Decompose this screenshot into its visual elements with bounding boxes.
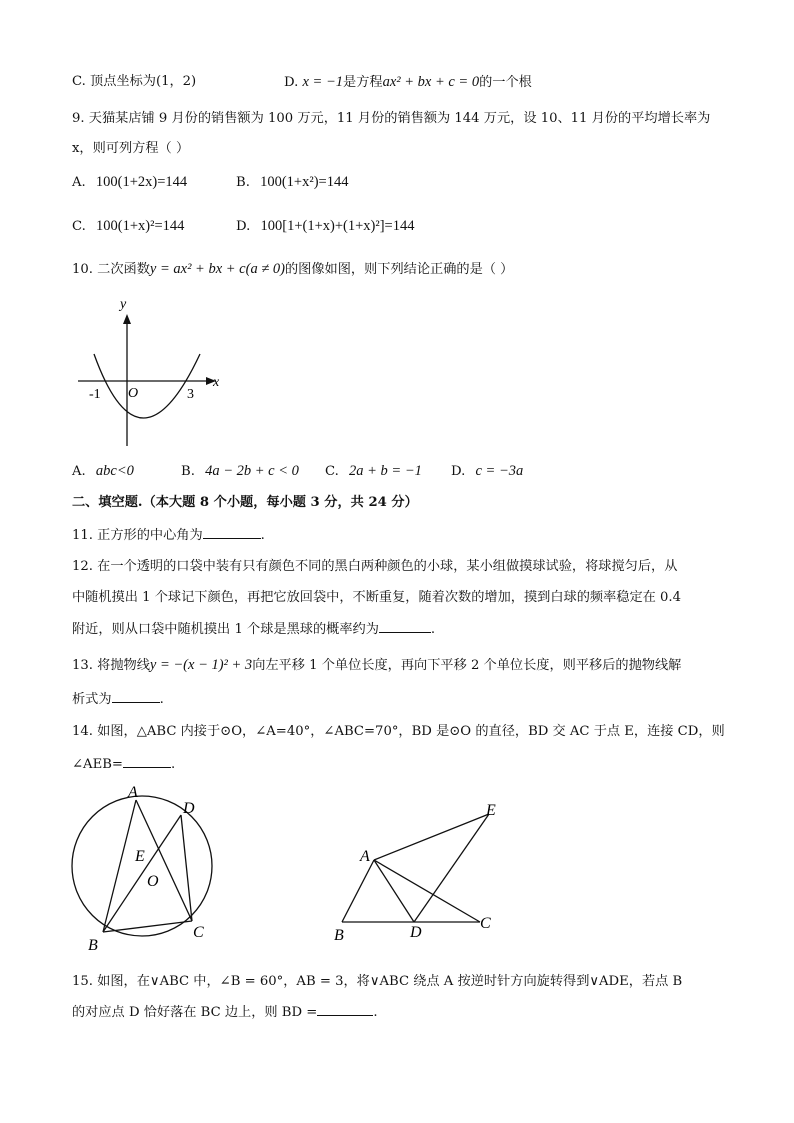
q9-option-c: [72, 217, 184, 236]
circle-figure: [60, 782, 230, 957]
q15-end: .: [373, 1005, 378, 1020]
q9-option-d-eq: 100[1+(1+x)+(1+x)²]=144: [260, 218, 415, 234]
segment-ac: [374, 860, 480, 922]
q13-line2-text: 析式为: [72, 692, 112, 707]
q10-option-c-eq: 2a + b = −1: [349, 463, 422, 479]
q15-line2-text: 的对应点 D 恰好落在 BC 边上，则 BD =: [72, 1005, 318, 1020]
q11: [72, 526, 265, 545]
tri-label-a: A: [360, 848, 370, 865]
q10-option-a-label: A.: [72, 464, 86, 479]
circle-label-b: B: [88, 937, 98, 954]
q13-post: 向左平移 1 个单位长度，再向下平移 2 个单位长度，则平移后的抛物线解: [252, 658, 682, 673]
q10-option-c: [325, 462, 422, 481]
q15-line2: [72, 1003, 378, 1022]
segment-bc: [103, 921, 192, 932]
q13-eq: y = −(x − 1)² + 3: [149, 657, 253, 673]
circle-label-d: D: [183, 800, 195, 817]
q10-option-b-label: B.: [181, 464, 195, 479]
q8-option-d-eq: ax² + bx + c = 0: [382, 74, 480, 90]
q14-answer-blank[interactable]: [123, 755, 171, 768]
q10-option-b-eq: 4a − 2b + c < 0: [205, 463, 299, 479]
triangle-figure: [330, 796, 510, 944]
q9-option-b-eq: 100(1+x²)=144: [260, 174, 349, 190]
graph-origin-label: O: [128, 386, 139, 401]
q10-stem-pre: 10. 二次函数: [72, 262, 150, 277]
q9-option-b-label: B.: [236, 175, 250, 190]
q9-option-c-label: C.: [72, 219, 86, 234]
q11-answer-blank[interactable]: [203, 526, 261, 539]
y-axis-arrow: [123, 314, 131, 324]
q10-options: [72, 462, 134, 481]
segment-ab: [342, 860, 374, 922]
q9-option-a: [72, 173, 187, 192]
q15-line1: 15. 如图，在∨ABC 中，∠B = 60°，AB = 3，将∨ABC 绕点 A 按逆时针方向旋转得到∨ADE，若点 B: [72, 974, 683, 989]
q8-option-d-text1: 是方程: [343, 75, 383, 90]
q12-line3: [72, 620, 435, 639]
q10-stem-eq: y = ax² + bx + c(a ≠ 0): [149, 261, 285, 277]
q13-line1: [72, 656, 681, 675]
q8-option-d-label: D.: [284, 75, 299, 90]
tri-label-e: E: [486, 802, 496, 819]
q14-line1: 14. 如图，△ABC 内接于⊙O，∠A=40°，∠ABC=70°，BD 是⊙O 的直径，BD 交 AC 于点 E，连接 CD，则: [72, 724, 725, 739]
q12-answer-blank[interactable]: [379, 620, 431, 633]
circle-label-a: A: [128, 784, 138, 801]
q10-option-d: [451, 462, 523, 481]
q10-option-a: abc<0: [95, 463, 134, 479]
q13-pre: 13. 将抛物线: [72, 658, 150, 673]
circle-label-o: O: [147, 873, 159, 890]
q10-stem: [72, 260, 513, 279]
q9-option-c-eq: 100(1+x)²=144: [96, 218, 185, 234]
q13-answer-blank[interactable]: [112, 690, 160, 703]
q9-option-a-label: A.: [72, 175, 86, 190]
q11-text: 11. 正方形的中心角为: [72, 528, 203, 543]
q14-line2-text: ∠AEB=: [72, 757, 123, 772]
q12-line3-text: 附近，则从口袋中随机摸出 1 个球是黑球的概率约为: [72, 622, 379, 637]
q11-end: .: [260, 528, 265, 543]
parabola-curve: [94, 354, 200, 418]
q9-stem-line2: x，则可列方程（ ）: [72, 141, 190, 156]
section-2-heading: 二、填空题.（本大题 8 个小题，每小题 3 分，共 24 分）: [72, 495, 418, 510]
graph-y-label: y: [120, 297, 127, 312]
segment-bd: [103, 815, 181, 932]
q10-option-c-label: C.: [325, 464, 339, 479]
graph-pos-root-label: 3: [187, 387, 194, 402]
q9-option-b: [236, 173, 348, 192]
tri-label-d: D: [410, 924, 422, 941]
q8-option-d: [284, 73, 532, 92]
parabola-graph: [72, 292, 232, 452]
q13-end: .: [159, 692, 164, 707]
q14-end: .: [170, 757, 176, 772]
circle-label-c: C: [193, 924, 204, 941]
q10-option-b: [181, 462, 299, 481]
q10-option-d-eq: c = −3a: [475, 463, 524, 479]
q9-option-d-label: D.: [236, 219, 251, 234]
tri-label-b: B: [334, 927, 344, 944]
circle-label-e: E: [135, 848, 145, 865]
graph-x-label: x: [213, 375, 220, 390]
q12-end: .: [430, 622, 436, 637]
segment-cd: [181, 815, 192, 921]
graph-neg-root-label: -1: [89, 387, 101, 402]
q8-option-d-math: x = −1: [302, 74, 344, 90]
q14-line2: [72, 755, 175, 774]
q9-stem-line1: 9. 天猫某店铺 9 月份的销售额为 100 万元，11 月份的销售额为 144 万元，设 10、11 月份的平均增长率为: [72, 111, 711, 126]
q13-line2: [72, 690, 164, 709]
q15-answer-blank[interactable]: [317, 1003, 373, 1016]
q9-option-a-eq: 100(1+2x)=144: [95, 174, 188, 190]
q12-line2: 中随机摸出 1 个球记下颜色，再把它放回袋中，不断重复，随着次数的增加，摸到白球的频率稳定在 0.4: [72, 590, 681, 605]
q8-option-d-text2: 的一个根: [479, 75, 532, 90]
segment-ae: [374, 814, 489, 860]
segment-ad: [374, 860, 414, 922]
q12-line1: 12. 在一个透明的口袋中装有只有颜色不同的黑白两种颜色的小球，某小组做摸球试验，将球搅匀后，从: [72, 559, 678, 574]
segment-ab: [103, 800, 136, 932]
q10-option-d-label: D.: [451, 464, 466, 479]
q8-option-c: C. 顶点坐标为(1，2): [72, 74, 197, 89]
q9-option-d: [236, 217, 414, 236]
q10-stem-post: 的图像如图，则下列结论正确的是（ ）: [284, 262, 514, 277]
tri-label-c: C: [480, 915, 491, 932]
